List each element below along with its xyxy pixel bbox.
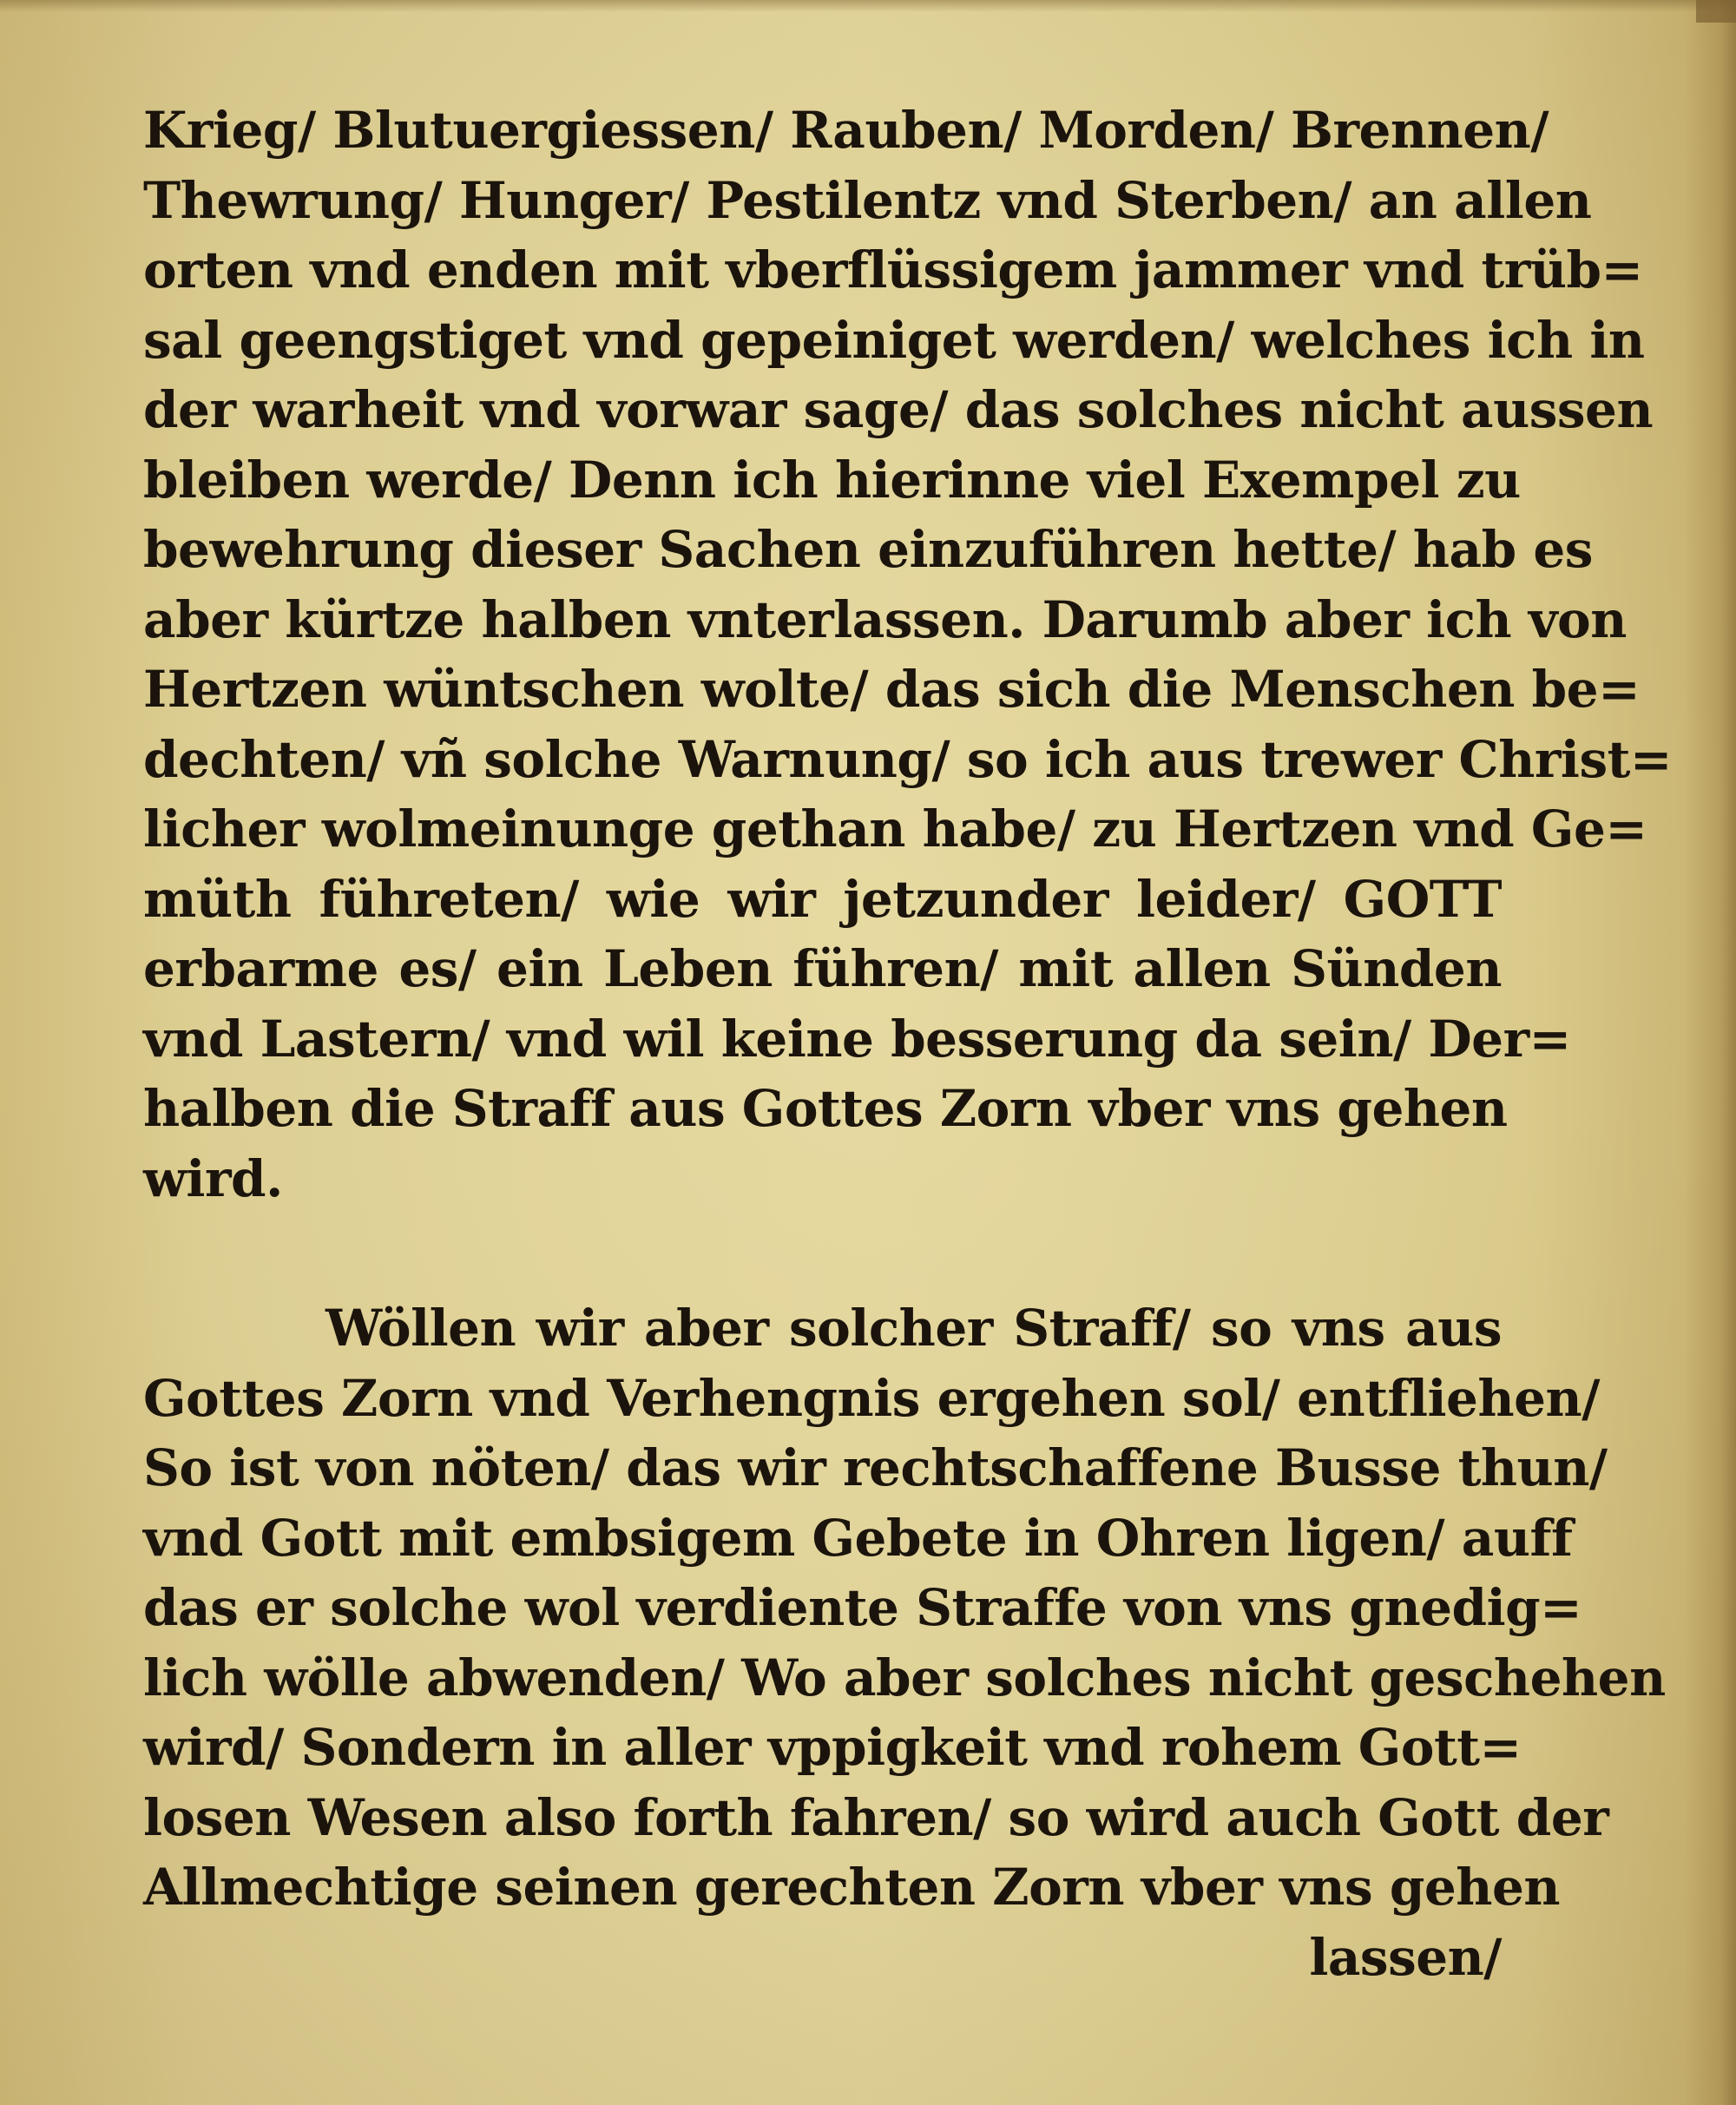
text-line: vnd Gott mit embsigem Gebete in Ohren ligen/ auff — [143, 1508, 1573, 1568]
text-line: Hertzen wüntschen wolte/ das sich die Menschen be= — [143, 660, 1641, 719]
text-line: der warheit vnd vorwar sage/ das solches nicht aussen — [143, 380, 1654, 439]
page-corner — [1696, 0, 1736, 23]
text-line: So ist von nöten/ das wir rechtschaffene Busse thun/ — [143, 1438, 1608, 1497]
text-line: Krieg/ Blutuergiessen/ Rauben/ Morden/ Brennen/ — [143, 101, 1549, 160]
catchword: lassen/ — [1309, 1927, 1502, 1987]
text-line: müth führeten/ wie wir jetzunder leider/ GOTT — [143, 869, 1502, 929]
text-line: bleiben werde/ Denn ich hierinne viel Exempel zu — [143, 450, 1521, 510]
paragraph-2 — [143, 1293, 1666, 1992]
text-line: Allmechtige seinen gerechten Zorn vber vns gehen — [143, 1858, 1561, 1917]
text-line: dechten/ vñ solche Warnung/ so ich aus trewer Christ= — [143, 729, 1672, 789]
page-edge-shadow — [1684, 0, 1736, 2105]
text-line: wird. — [143, 1148, 283, 1208]
text-line: halben die Straff aus Gottes Zorn vber vns gehen — [143, 1079, 1508, 1138]
text-line: aber kürtze halben vnterlassen. Darumb aber ich von — [143, 589, 1627, 649]
text-line: Wöllen wir aber solcher Straff/ so vns aus — [326, 1299, 1502, 1358]
text-line: vnd Lastern/ vnd wil keine besserung da sein/ Der= — [143, 1009, 1571, 1069]
page-top-edge — [0, 0, 1736, 12]
paragraph-gap — [143, 1214, 1502, 1293]
text-line: das er solche wol verdiente Straffe von vns gnedig= — [143, 1578, 1582, 1637]
text-line: Thewrung/ Hunger/ Pestilentz vnd Sterben/ an allen — [143, 170, 1592, 230]
page-text — [143, 95, 1672, 1992]
text-line: bewehrung dieser Sachen einzuführen hette/ hab es — [143, 520, 1593, 579]
text-line: lich wölle abwenden/ Wo aber solches nicht geschehen — [143, 1648, 1666, 1707]
text-line: licher wolmeinunge gethan habe/ zu Hertzen vnd Ge= — [143, 799, 1647, 858]
text-line: sal geengstiget vnd gepeiniget werden/ welches ich in — [143, 310, 1645, 370]
text-line: Gottes Zorn vnd Verhengnis ergehen sol/ entfliehen/ — [143, 1368, 1600, 1428]
text-line: erbarme es/ ein Leben führen/ mit allen Sünden — [143, 939, 1502, 998]
text-line: wird/ Sondern in aller vppigkeit vnd rohem Gott= — [143, 1718, 1522, 1777]
paragraph-1 — [143, 95, 1672, 1214]
text-line: losen Wesen also forth fahren/ so wird auch Gott der — [143, 1787, 1609, 1847]
text-line: orten vnd enden mit vberflüssigem jammer vnd trüb= — [143, 240, 1643, 299]
